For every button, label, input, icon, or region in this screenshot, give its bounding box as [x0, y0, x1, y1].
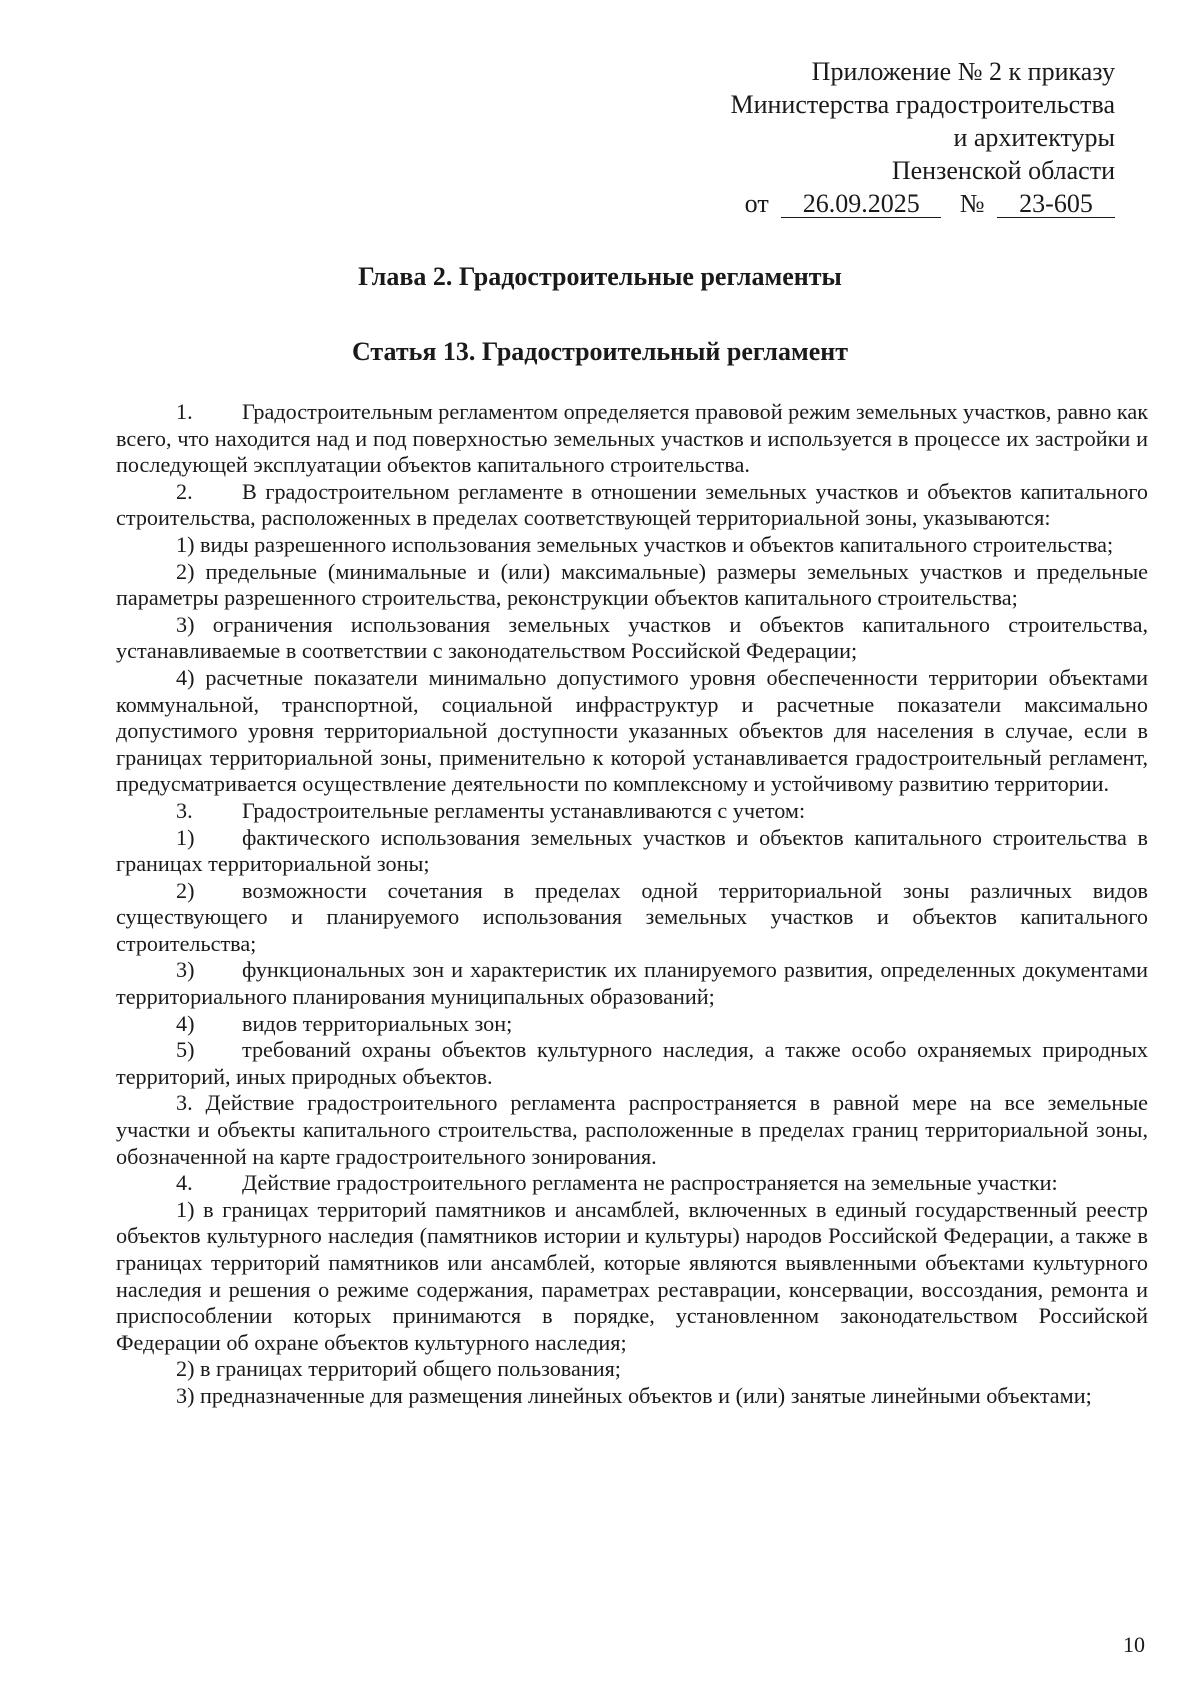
paragraph: [116, 612, 1148, 665]
header-line-2: Министерства градостроительства: [730, 90, 1115, 119]
from-label: от: [744, 189, 769, 218]
paragraph-number: 2.: [176, 478, 193, 504]
paragraph: [116, 1356, 1148, 1383]
header-line-4: Пензенской области: [891, 156, 1115, 185]
paragraph: [116, 559, 1148, 612]
paragraph: [116, 1197, 1148, 1357]
paragraph-text: В градостроительном регламенте в отношении земельных участков и объектов капитального строительства, расположенных в пределах соответствующей территориальной зоны, указываются:: [116, 478, 1148, 531]
paragraph-number: 1): [176, 824, 195, 850]
header-line-1: Приложение № 2 к приказу: [811, 57, 1115, 86]
paragraph-text: фактического использования земельных участков и объектов капитального строительства в границах территориальной зоны;: [116, 824, 1148, 877]
paragraph-text: 4) расчетные показатели минимально допустимого уровня обеспеченности территории объектами коммунальной, транспортной, социальной инфраструктур и расчетные показатели максимально допустимого уровня территориальной доступности указанных объектов для населения в случае, если в границах территориальной зоны, применительно к которой устанавливается градостроительный регламент, предусматривается осуществление деятельности по комплексному и устойчивому развитию территории.: [116, 664, 1148, 797]
paragraph-text: 3) предназначенные для размещения линейных объектов и (или) занятые линейными объектами;: [176, 1382, 1092, 1408]
paragraph: [116, 1037, 1148, 1090]
paragraph: [116, 825, 1148, 878]
order-date: 26.09.2025: [781, 191, 941, 218]
paragraph: [116, 957, 1148, 1010]
paragraph: [116, 665, 1148, 798]
chapter-title: Глава 2. Градостроительные регламенты: [358, 262, 842, 291]
paragraph: [116, 479, 1148, 532]
paragraph-text: 2) предельные (минимальные и (или) максимальные) размеры земельных участков и предельные параметры разрешенного строительства, реконструкции объектов капитального строительства;: [116, 558, 1148, 611]
paragraph: [116, 532, 1148, 559]
paragraph-number: 2): [176, 877, 195, 903]
number-label: №: [959, 189, 985, 218]
paragraph-number: 3.: [176, 797, 193, 823]
paragraph-text: Действие градостроительного регламента не распространяется на земельные участки:: [242, 1170, 1058, 1196]
page-number: 10: [1123, 1632, 1145, 1657]
paragraph-text: возможности сочетания в пределах одной территориальной зоны различных видов существующего и планируемого использования земельных участков и объектов капитального строительства;: [116, 877, 1148, 956]
paragraph-number: 5): [176, 1037, 195, 1063]
paragraph-text: функциональных зон и характеристик их планируемого развития, определенных документами территориального планирования муниципальных образований;: [116, 957, 1148, 1010]
paragraph-text: 3. Действие градостроительного регламента распространяется в равной мере на все земельные участки и объекты капитального строительства, расположенные в пределах границ территориальной зоны, обозначенной на карте градостроительного зонирования.: [116, 1090, 1148, 1169]
document-header: [515, 55, 1115, 220]
paragraph-text: 2) в границах территорий общего пользования;: [176, 1356, 621, 1382]
paragraph-text: видов территориальных зон;: [242, 1010, 513, 1036]
paragraph-number: 4): [176, 1010, 195, 1036]
paragraph-text: 1) в границах территорий памятников и ансамблей, включенных в единый государственный реестр объектов культурного наследия (памятников истории и культуры) народов Российской Федерации, а также в границах территорий памятников или ансамблей, которые являются выявленными объектами культурного наследия и решения о режиме содержания, параметрах реставрации, консервации, воссоздания, ремонта и приспособлении которых принимаются в порядке, установленном законодательством Российской Федерации об охране объектов культурного наследия;: [116, 1196, 1148, 1355]
order-number: 23-605: [997, 191, 1115, 218]
paragraph: [116, 1011, 1148, 1038]
document-body: [116, 399, 1148, 1410]
paragraph-text: 1) виды разрешенного использования земельных участков и объектов капитального строительства;: [176, 531, 1114, 557]
header-reference-line: [515, 187, 1115, 220]
article-title: Статья 13. Градостроительный регламент: [351, 337, 848, 366]
paragraph-number: 4.: [176, 1170, 193, 1196]
paragraph-text: Градостроительным регламентом определяется правовой режим земельных участков, равно как всего, что находится над и под поверхностью земельных участков и используется в процессе их застройки и последующей эксплуатации объектов капитального строительства.: [116, 399, 1148, 478]
paragraph: [116, 399, 1148, 479]
paragraph-text: требований охраны объектов культурного наследия, а также особо охраняемых природных территорий, иных природных объектов.: [116, 1037, 1148, 1089]
paragraph-number: 3): [176, 957, 195, 983]
paragraph-text: Градостроительные регламенты устанавливаются с учетом:: [242, 797, 806, 823]
paragraph: [116, 798, 1148, 825]
header-line-3: и архитектуры: [953, 123, 1115, 152]
paragraph: [116, 1383, 1148, 1410]
paragraph: [116, 1170, 1148, 1197]
paragraph: [116, 1090, 1148, 1170]
paragraph-text: 3) ограничения использования земельных участков и объектов капитального строительства, устанавливаемые в соответствии с законодательством Российской Федерации;: [116, 611, 1148, 664]
paragraph-number: 1.: [176, 399, 193, 424]
paragraph: [116, 878, 1148, 958]
